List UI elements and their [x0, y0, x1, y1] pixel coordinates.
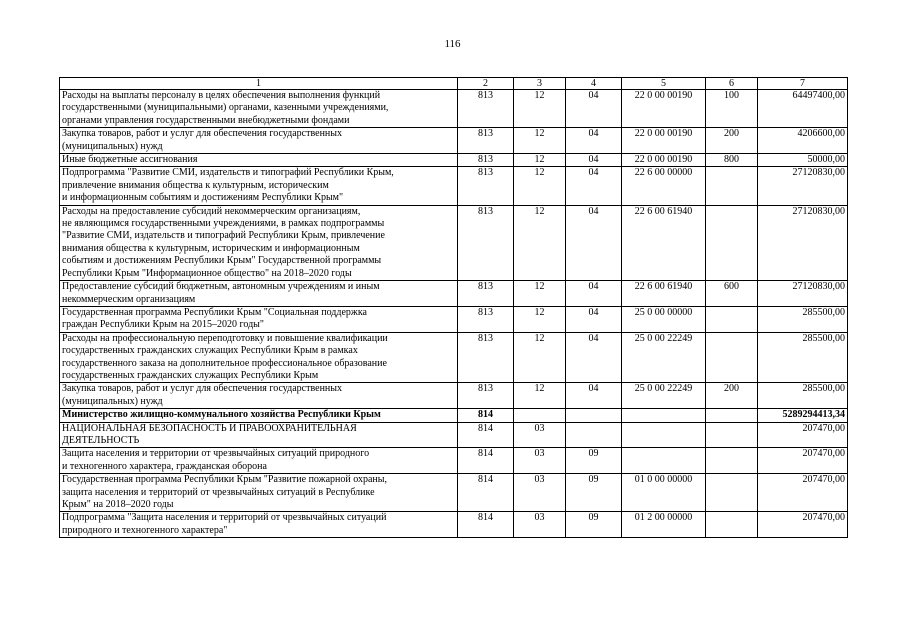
table-row: [60, 332, 848, 383]
header-col-2: 2: [458, 78, 514, 90]
row-expense-type: [706, 306, 758, 332]
row-name: Государственная программа Республики Крым "Развитие пожарной охраны, защита населения и территорий от чрезвычайных ситуаций в Республике Крым" на 2018–2020 годы: [60, 474, 458, 512]
row-subsection: 04: [566, 281, 622, 307]
row-section: [514, 409, 566, 422]
row-target-article: [622, 409, 706, 422]
row-ministry-code: 814: [458, 474, 514, 512]
row-expense-type: [706, 448, 758, 474]
row-target-article: 25 0 00 22249: [622, 383, 706, 409]
row-name: Защита населения и территории от чрезвычайных ситуаций природного и техногенного характера, гражданская оборона: [60, 448, 458, 474]
row-name: Подпрограмма "Развитие СМИ, издательств и типографий Республики Крым, привлечение внимания общества к культурным, историческим и информационным событиям и достижениям Республики Крым": [60, 167, 458, 205]
page-number: 116: [444, 38, 461, 50]
row-amount: 27120830,00: [758, 167, 848, 205]
row-subsection: 04: [566, 205, 622, 280]
header-col-6: 6: [706, 78, 758, 90]
row-expense-type: [706, 474, 758, 512]
row-amount: 27120830,00: [758, 281, 848, 307]
row-target-article: 01 2 00 00000: [622, 512, 706, 538]
row-section: 12: [514, 128, 566, 154]
row-target-article: 22 0 00 00190: [622, 128, 706, 154]
row-target-article: [622, 422, 706, 448]
row-amount: 4206600,00: [758, 128, 848, 154]
row-expense-type: [706, 512, 758, 538]
row-expense-type: [706, 422, 758, 448]
row-section: 12: [514, 332, 566, 383]
row-subsection: 04: [566, 306, 622, 332]
table-row: [60, 205, 848, 280]
header-col-3: 3: [514, 78, 566, 90]
row-subsection: 04: [566, 90, 622, 128]
row-ministry-code: 813: [458, 90, 514, 128]
row-expense-type: [706, 205, 758, 280]
row-section: 12: [514, 90, 566, 128]
row-name: Иные бюджетные ассигнования: [60, 154, 458, 167]
row-amount: 64497400,00: [758, 90, 848, 128]
row-amount: 285500,00: [758, 332, 848, 383]
row-subsection: 09: [566, 448, 622, 474]
row-section: 03: [514, 512, 566, 538]
table-row: [60, 167, 848, 205]
row-target-article: 22 0 00 00190: [622, 154, 706, 167]
row-amount: 285500,00: [758, 306, 848, 332]
row-subsection: [566, 409, 622, 422]
table-row: [60, 281, 848, 307]
row-ministry-code: 814: [458, 409, 514, 422]
row-target-article: 01 0 00 00000: [622, 474, 706, 512]
row-name: Закупка товаров, работ и услуг для обеспечения государственных (муниципальных) нужд: [60, 383, 458, 409]
row-target-article: 22 0 00 00190: [622, 90, 706, 128]
header-col-7: 7: [758, 78, 848, 90]
row-subsection: 04: [566, 167, 622, 205]
row-amount: 285500,00: [758, 383, 848, 409]
row-ministry-code: 813: [458, 306, 514, 332]
row-section: 12: [514, 154, 566, 167]
header-col-4: 4: [566, 78, 622, 90]
row-name: Расходы на выплаты персоналу в целях обеспечения выполнения функций государственными (муниципальными) органами, казенными учреждениями, органами управления государственными внебюджетными фондами: [60, 90, 458, 128]
row-name: Закупка товаров, работ и услуг для обеспечения государственных (муниципальных) нужд: [60, 128, 458, 154]
row-section: 12: [514, 306, 566, 332]
row-expense-type: 200: [706, 383, 758, 409]
row-target-article: 25 0 00 22249: [622, 332, 706, 383]
row-name: НАЦИОНАЛЬНАЯ БЕЗОПАСНОСТЬ И ПРАВООХРАНИТЕЛЬНАЯ ДЕЯТЕЛЬНОСТЬ: [60, 422, 458, 448]
row-expense-type: [706, 409, 758, 422]
row-expense-type: 200: [706, 128, 758, 154]
row-section: 12: [514, 167, 566, 205]
row-section: 12: [514, 383, 566, 409]
row-amount: 207470,00: [758, 474, 848, 512]
row-target-article: 22 6 00 61940: [622, 205, 706, 280]
row-target-article: 22 6 00 00000: [622, 167, 706, 205]
header-col-5: 5: [622, 78, 706, 90]
row-name: Государственная программа Республики Крым "Социальная поддержка граждан Республики Крым на 2015–2020 годы": [60, 306, 458, 332]
row-subsection: 04: [566, 383, 622, 409]
row-ministry-code: 814: [458, 512, 514, 538]
row-name: Подпрограмма "Защита населения и территорий от чрезвычайных ситуаций природного и техногенного характера": [60, 512, 458, 538]
row-section: 03: [514, 422, 566, 448]
row-expense-type: 100: [706, 90, 758, 128]
row-section: 03: [514, 474, 566, 512]
row-subsection: 09: [566, 474, 622, 512]
table-row: [60, 409, 848, 422]
table-row: [60, 306, 848, 332]
row-ministry-code: 813: [458, 383, 514, 409]
row-subsection: 09: [566, 512, 622, 538]
row-section: 03: [514, 448, 566, 474]
row-amount: 5289294413,34: [758, 409, 848, 422]
row-amount: 207470,00: [758, 448, 848, 474]
row-section: 12: [514, 205, 566, 280]
table-row: [60, 474, 848, 512]
row-ministry-code: 813: [458, 128, 514, 154]
row-ministry-code: 813: [458, 281, 514, 307]
row-subsection: 04: [566, 154, 622, 167]
budget-table: [59, 77, 848, 538]
table-row: [60, 448, 848, 474]
table-row: [60, 383, 848, 409]
row-amount: 207470,00: [758, 512, 848, 538]
table-row: [60, 422, 848, 448]
row-ministry-code: 813: [458, 205, 514, 280]
row-section: 12: [514, 281, 566, 307]
row-expense-type: [706, 332, 758, 383]
row-subsection: 04: [566, 128, 622, 154]
table-row: [60, 128, 848, 154]
row-amount: 207470,00: [758, 422, 848, 448]
row-ministry-code: 814: [458, 422, 514, 448]
table-row: [60, 512, 848, 538]
row-name: Расходы на предоставление субсидий некоммерческим организациям, не являющимся государственными учреждениями, в рамках подпрограммы "Развитие СМИ, издательств и типографий Республики Крым, привлечение внимания общества к культурным, историческим и информационным событиям и достижениям Республики Крым" Государственной программы Республики Крым "Информационное общество" на 2018–2020 годы: [60, 205, 458, 280]
row-name: Предоставление субсидий бюджетным, автономным учреждениям и иным некоммерческим организациям: [60, 281, 458, 307]
row-ministry-code: 813: [458, 332, 514, 383]
row-target-article: [622, 448, 706, 474]
row-subsection: [566, 422, 622, 448]
row-name: Расходы на профессиональную переподготовку и повышение квалификации государственных гражданских служащих Республики Крым в рамках государственного заказа на дополнительное профессиональное образование государственных гражданских служащих Республики Крым: [60, 332, 458, 383]
header-row: [60, 78, 848, 90]
header-col-1: 1: [60, 78, 458, 90]
row-ministry-code: 814: [458, 448, 514, 474]
row-name: Министерство жилищно-коммунального хозяйства Республики Крым: [60, 409, 458, 422]
row-ministry-code: 813: [458, 154, 514, 167]
row-expense-type: [706, 167, 758, 205]
row-target-article: 22 6 00 61940: [622, 281, 706, 307]
row-amount: 27120830,00: [758, 205, 848, 280]
row-amount: 50000,00: [758, 154, 848, 167]
row-expense-type: 600: [706, 281, 758, 307]
row-subsection: 04: [566, 332, 622, 383]
row-ministry-code: 813: [458, 167, 514, 205]
table-row: [60, 90, 848, 128]
table-row: [60, 154, 848, 167]
row-expense-type: 800: [706, 154, 758, 167]
row-target-article: 25 0 00 00000: [622, 306, 706, 332]
